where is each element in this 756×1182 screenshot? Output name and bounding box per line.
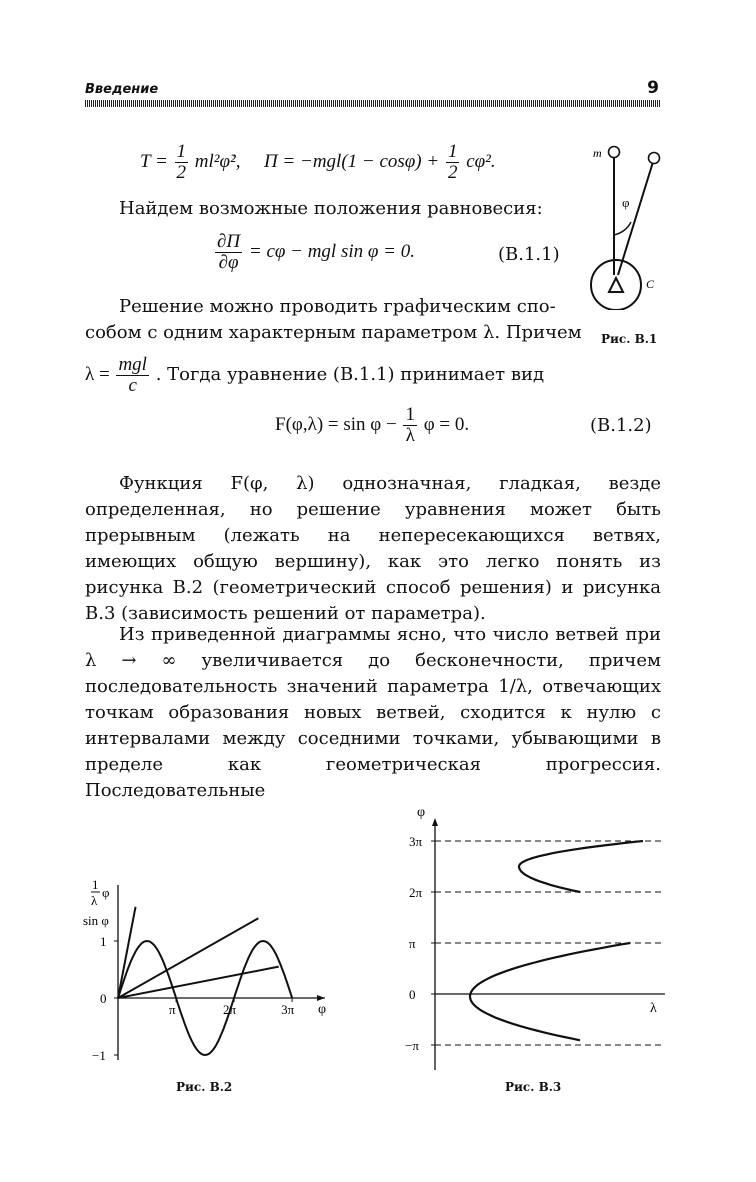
kinetic-rest: ml²φ̇², <box>194 150 241 172</box>
paragraph-function-text: Функция F(φ, λ) однозначная, гладкая, везде определенная, но решение уравнения может быть прерывным (лежать на непересекающихся ветвях, имеющих общую вершину), как это легко понять из рисунка B.2 (геометрический способ решения) и рисунка B.3 (зависимость решений от параметра). <box>85 473 661 624</box>
potential-rest: cφ². <box>466 150 496 172</box>
b2-xtick-label: 2π <box>223 1002 237 1017</box>
fig-b2-caption: Рис. B.2 <box>176 1080 233 1094</box>
b2-xtick-label: 3π <box>281 1002 295 1017</box>
fig-b3-caption: Рис. B.3 <box>505 1080 562 1094</box>
b3-marks <box>405 834 663 1053</box>
b2-ylabel-lambda: λ <box>91 893 98 908</box>
equation-b12-label: (B.1.2) <box>590 415 652 436</box>
fig-b1-caption: Рис. B.1 <box>601 332 658 346</box>
b2-ylabel-one: 1 <box>92 877 99 892</box>
energy-equation <box>140 142 496 183</box>
b2-ylabel-phi: φ <box>102 885 110 900</box>
b3-upper-branch <box>519 841 643 892</box>
equation-b11 <box>213 232 415 273</box>
lambda-after-text: . Тогда уравнение (B.1.1) принимает вид <box>155 363 545 385</box>
pivot-triangle <box>609 278 623 292</box>
header-rule <box>85 100 661 107</box>
equation-b12-lhs: F(φ,λ) = sin φ − <box>275 413 397 435</box>
equation-b11-label: (B.1.1) <box>498 244 560 265</box>
lambda-definition <box>85 355 544 396</box>
pendulum-figure <box>586 140 666 310</box>
kinetic-fraction: $\frac{1}{2}$ <box>176 141 187 183</box>
b3-ytick-label: −π <box>405 1038 419 1053</box>
derivative-fraction: $\frac{\partial\Pi}{\partial\varphi}$ <box>217 231 241 273</box>
angle-arc <box>614 222 631 235</box>
b3-main-branch <box>470 943 630 1040</box>
b3-y-arrow <box>432 818 438 826</box>
paragraph-function <box>85 471 661 627</box>
b2-marks <box>92 907 295 1063</box>
figure-b2-chart <box>80 875 330 1075</box>
kinetic-lhs: T = <box>140 150 168 172</box>
lambda-fraction: $\frac{\text{mgl}}{c}$ <box>118 354 147 396</box>
page-number: 9 <box>647 78 659 98</box>
b3-ytick-label: 0 <box>409 987 416 1002</box>
mass-deflected <box>649 153 660 164</box>
b2-x-arrow <box>317 995 325 1001</box>
b2-ylabel-sin: sin φ <box>83 913 109 928</box>
b2-ytick-label: 0 <box>100 991 107 1006</box>
page-header <box>85 78 661 100</box>
b3-xlabel: λ <box>650 1001 657 1016</box>
text-line-param: собом с одним характерным параметром λ. Причем <box>85 322 582 343</box>
mass-upright <box>609 147 620 158</box>
b2-ray-1 <box>118 907 136 998</box>
b3-ytick-label: 3π <box>409 834 423 849</box>
equation-b12 <box>275 405 469 446</box>
text-equilibrium: Найдем возможные положения равновесия: <box>119 198 543 219</box>
potential-fraction: $\frac{1}{2}$ <box>447 141 458 183</box>
equation-b12-fraction: $\frac{1}{\lambda}$ <box>405 404 415 446</box>
label-phi: φ <box>622 195 630 210</box>
b2-ytick-label: −1 <box>92 1048 106 1063</box>
b2-ytick-label: 1 <box>100 934 107 949</box>
b3-ytick-label: 2π <box>409 885 423 900</box>
equation-b12-rest: φ = 0. <box>423 413 470 435</box>
b2-ray-3 <box>118 967 279 998</box>
label-c: C <box>646 277 655 291</box>
paragraph-diagram <box>85 622 661 804</box>
b2-xlabel: φ <box>318 1002 327 1017</box>
label-m: m <box>593 146 602 160</box>
text-line-graphic: Решение можно проводить графическим спо- <box>119 296 556 317</box>
section-title: Введение <box>85 82 159 97</box>
equation-b11-rest: = cφ − mgl sin φ = 0. <box>248 240 415 262</box>
b3-ylabel: φ <box>417 805 426 820</box>
potential-lhs: Π = −mgl(1 − cosφ) + <box>263 150 440 172</box>
lambda-lhs: λ = <box>85 363 110 385</box>
paragraph-diagram-text: Из приведенной диаграммы ясно, что число ветвей при λ → ∞ увеличивается до бесконечности, причем последовательность значений параметра 1/λ, отвечающих точкам образования новых ветвей, сходится к нулю с интервалами между соседними точками, убывающими в пределе как геометрическая прогрессия. Последовательные <box>85 624 661 801</box>
deflected-rod <box>618 162 653 275</box>
b3-ytick-label: π <box>409 936 416 951</box>
figure-b3-chart <box>395 800 670 1075</box>
b2-xtick-label: π <box>169 1002 176 1017</box>
